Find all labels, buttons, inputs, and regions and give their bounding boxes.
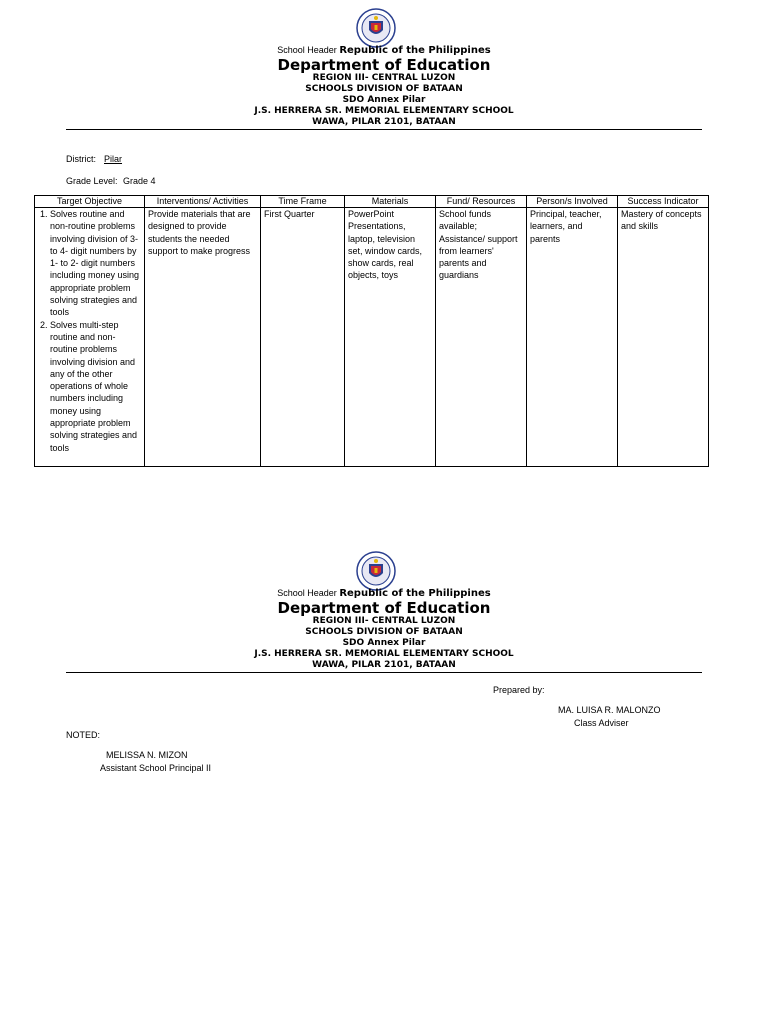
header-interventions: Interventions/ Activities bbox=[145, 196, 261, 208]
school-name-line: J.S. HERRERA SR. MEMORIAL ELEMENTARY SCHOOL bbox=[254, 106, 514, 116]
header-republic-line bbox=[0, 588, 768, 599]
preparer-title: Class Adviser bbox=[574, 718, 629, 728]
grade-row bbox=[66, 176, 156, 187]
header-fund: Fund/ Resources bbox=[436, 196, 527, 208]
school-name-line: J.S. HERRERA SR. MEMORIAL ELEMENTARY SCHOOL bbox=[254, 649, 514, 659]
region-line: REGION III- CENTRAL LUZON bbox=[312, 616, 456, 626]
cell-success: Mastery of concepts and skills bbox=[618, 208, 709, 467]
district-label: District: bbox=[66, 154, 96, 164]
header-target-objective: Target Objective bbox=[35, 196, 145, 208]
cell-interventions: Provide materials that are designed to provide students the needed support to make progress bbox=[145, 208, 261, 467]
preparer-name: MA. LUISA R. MALONZO bbox=[558, 705, 661, 715]
cell-time-frame: First Quarter bbox=[261, 208, 345, 467]
prepared-by-label: Prepared by: bbox=[493, 685, 545, 695]
grade-value: Grade 4 bbox=[123, 176, 156, 186]
action-plan-table bbox=[34, 195, 709, 467]
header-persons: Person/s Involved bbox=[527, 196, 618, 208]
table-row bbox=[35, 208, 709, 467]
header-time-frame: Time Frame bbox=[261, 196, 345, 208]
cell-objectives bbox=[35, 208, 145, 467]
objective-item-1: 1. Solves routine and non-routine problems involving division of 3- to 4- digit numbers by 1- to 2- digit numbers including money using appropriate problem solving strategies and tools bbox=[40, 209, 140, 318]
deped-seal-icon bbox=[356, 8, 396, 48]
header-materials: Materials bbox=[345, 196, 436, 208]
sdo-line: SDO Annex Pilar bbox=[342, 638, 426, 648]
noter-name: MELISSA N. MIZON bbox=[106, 750, 188, 760]
department-title: Department of Education bbox=[277, 56, 491, 74]
division-line: SCHOOLS DIVISION OF BATAAN bbox=[305, 627, 463, 637]
header-divider bbox=[66, 672, 702, 673]
objective-item-2: 2. Solves multi-step routine and non-routine problems involving division and any of the other operations of whole numbers including money using appropriate problem solving strategies and tools bbox=[40, 319, 138, 453]
header-divider bbox=[66, 129, 702, 130]
header-republic-line bbox=[0, 45, 768, 56]
republic-text: Republic of the Philippines bbox=[339, 588, 491, 599]
address-line: WAWA, PILAR 2101, BATAAN bbox=[312, 660, 456, 670]
school-header-label: School Header bbox=[277, 588, 337, 598]
school-header-label: School Header bbox=[277, 45, 337, 55]
table-header-row bbox=[35, 196, 709, 208]
sdo-line: SDO Annex Pilar bbox=[342, 95, 426, 105]
republic-text: Republic of the Philippines bbox=[339, 45, 491, 56]
cell-persons: Principal, teacher, learners, and parents bbox=[527, 208, 618, 467]
department-title: Department of Education bbox=[277, 599, 491, 617]
district-row bbox=[66, 154, 122, 165]
address-line: WAWA, PILAR 2101, BATAAN bbox=[312, 117, 456, 127]
district-value: Pilar bbox=[104, 154, 123, 164]
cell-materials: PowerPoint Presentations, laptop, television set, window cards, show cards, real objects, toys bbox=[345, 208, 436, 467]
noter-title: Assistant School Principal II bbox=[100, 763, 212, 773]
division-line: SCHOOLS DIVISION OF BATAAN bbox=[305, 84, 463, 94]
objectives-list bbox=[38, 208, 141, 454]
deped-seal-icon bbox=[356, 551, 396, 591]
grade-label: Grade Level: bbox=[66, 176, 118, 186]
region-line: REGION III- CENTRAL LUZON bbox=[312, 73, 456, 83]
cell-fund: School funds available; Assistance/ support from learners' parents and guardians bbox=[436, 208, 527, 467]
noted-label: NOTED: bbox=[66, 730, 101, 740]
header-success: Success Indicator bbox=[618, 196, 709, 208]
